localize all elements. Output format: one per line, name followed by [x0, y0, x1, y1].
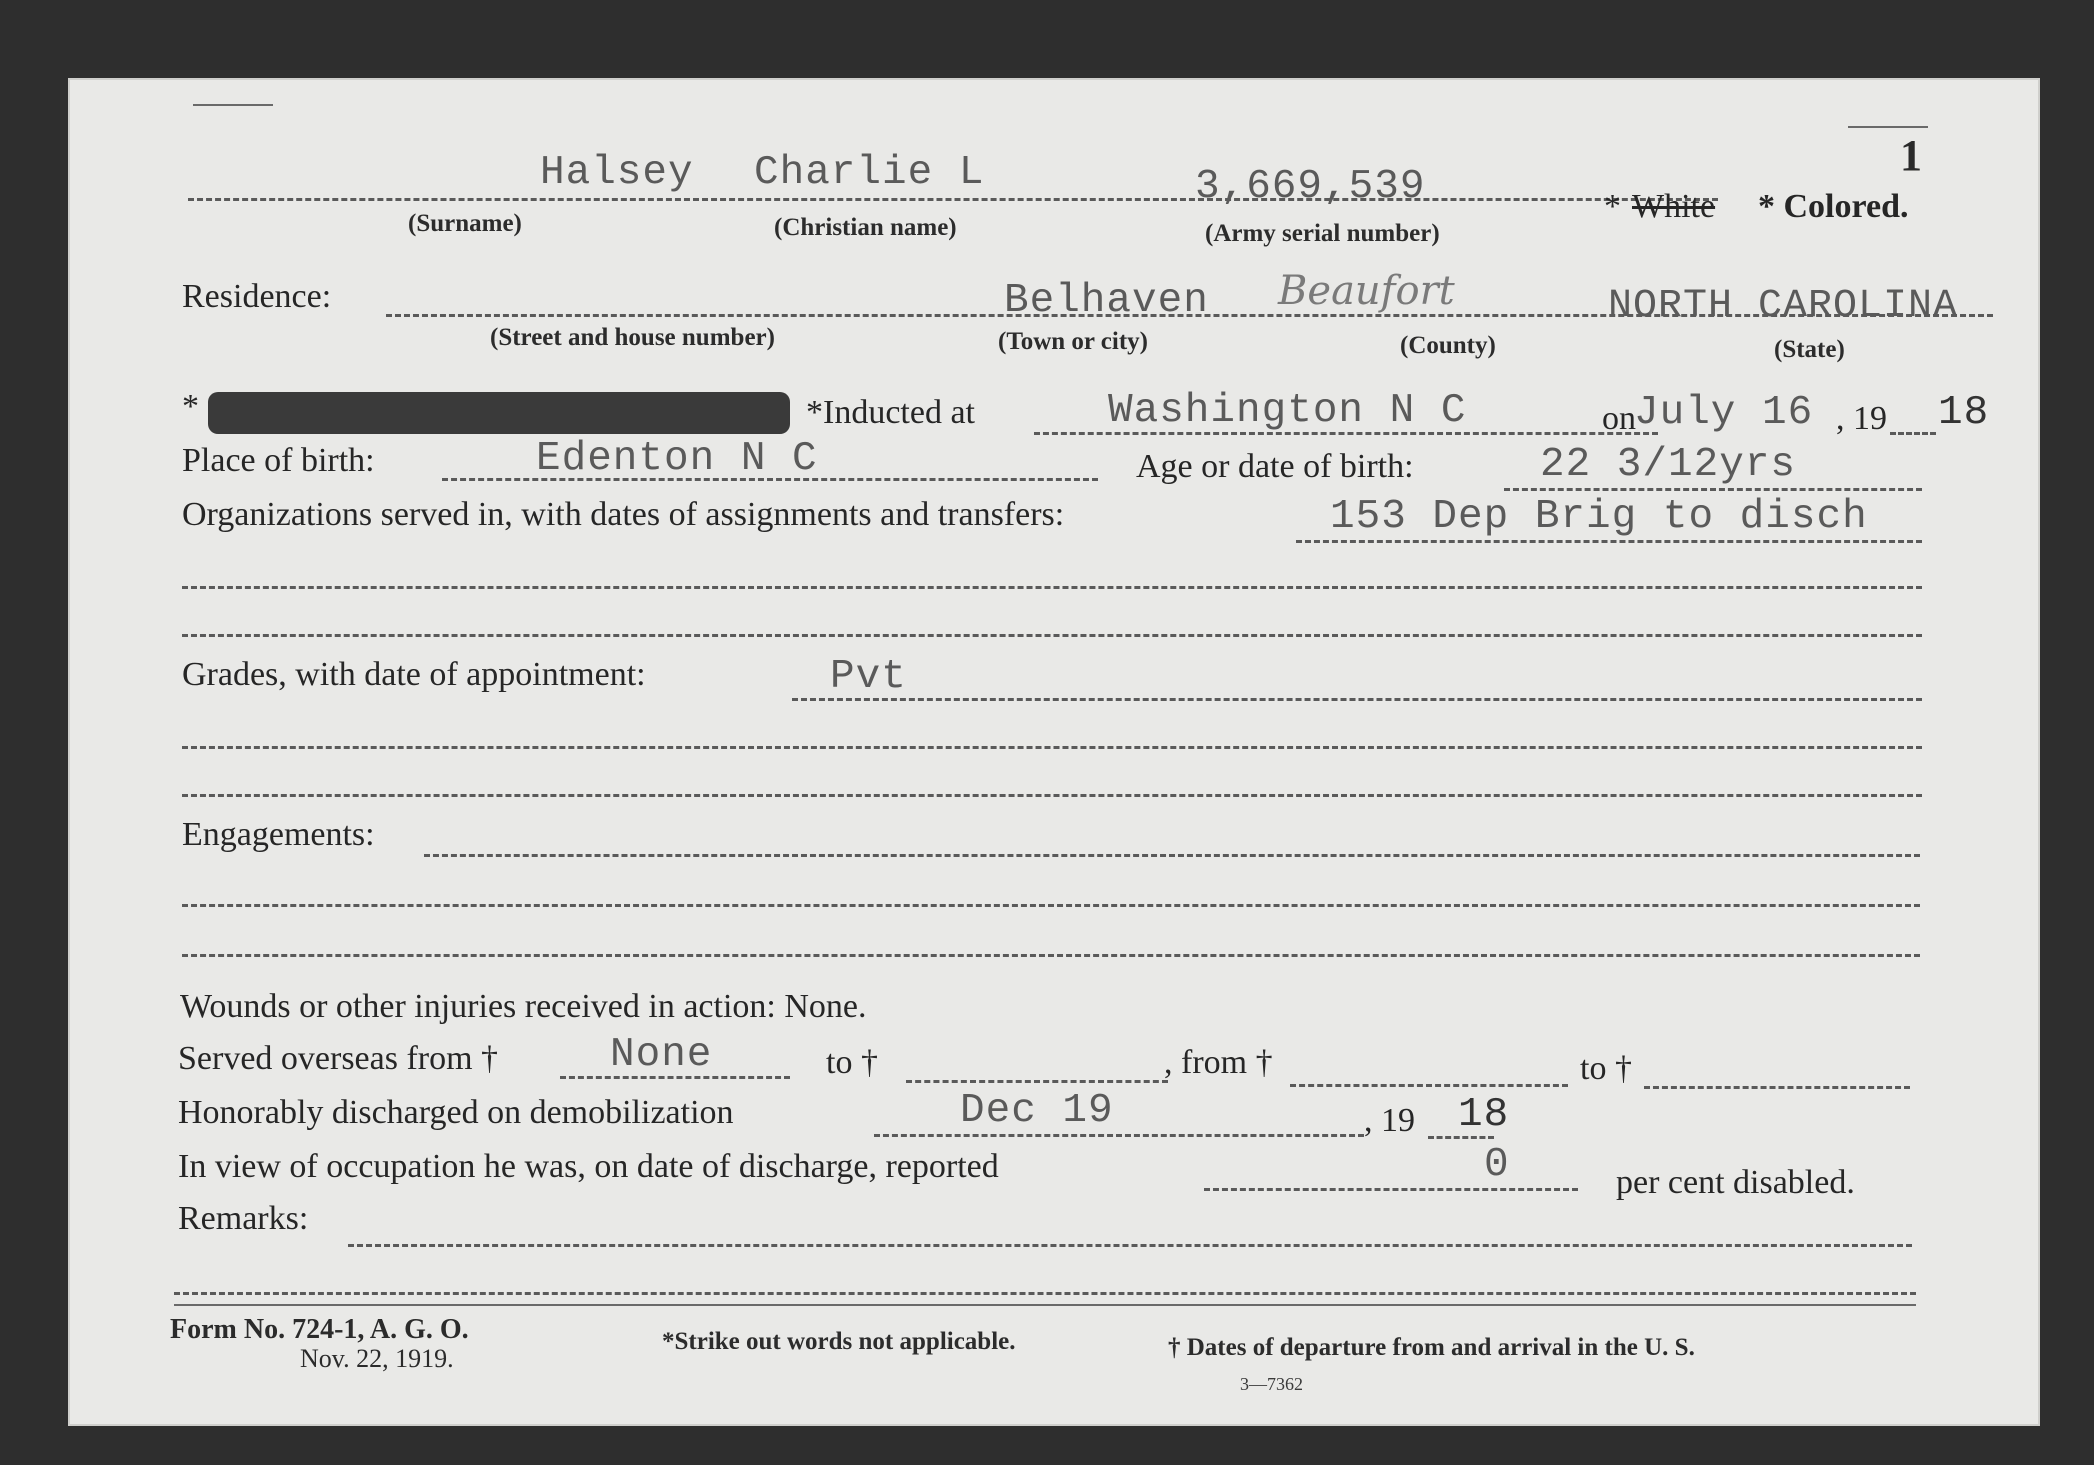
grades-value: Pvt	[830, 654, 907, 700]
to-label-2: to †	[1580, 1050, 1632, 1087]
christian-caption: (Christian name)	[774, 214, 957, 241]
top-left-rule	[193, 104, 273, 106]
town-caption: (Town or city)	[998, 328, 1148, 355]
organizations-value: 153 Dep Brig to disch	[1330, 494, 1868, 540]
induction-year-line	[1890, 432, 1936, 435]
star-prefix: *	[1604, 188, 1621, 225]
print-code: 3—7362	[1240, 1374, 1303, 1394]
discharge-year-value: 18	[1458, 1092, 1510, 1138]
discharge-label: Honorably discharged on demobilization	[178, 1094, 734, 1131]
grades-line-3	[182, 794, 1922, 797]
discharge-date-value: Dec 19	[960, 1088, 1114, 1134]
county-value: Beaufort	[1278, 268, 1455, 314]
serial-caption: (Army serial number)	[1205, 220, 1440, 247]
footer-rule	[174, 1304, 1916, 1306]
induction-year-value: 18	[1938, 390, 1990, 436]
town-value: Belhaven	[1004, 278, 1209, 324]
grades-line-2	[182, 746, 1922, 749]
redacted-enlistment-options	[208, 392, 790, 434]
overseas-to-line	[906, 1080, 1168, 1083]
disabled-percent-value: 0	[1484, 1142, 1510, 1188]
inducted-label: *Inducted at	[806, 394, 975, 431]
street-caption: (Street and house number)	[490, 324, 775, 351]
discharge-line	[874, 1134, 1364, 1137]
occupation-label: In view of occupation he was, on date of discharge, reported	[178, 1148, 999, 1185]
disabled-line	[1204, 1188, 1578, 1191]
serial-number-value: 3,669,539	[1195, 164, 1426, 210]
age-value: 22 3/12yrs	[1540, 442, 1797, 488]
on-label: on	[1602, 400, 1636, 437]
birthplace-label: Place of birth:	[182, 442, 375, 479]
state-value: NORTH CAROLINA	[1608, 284, 1959, 329]
colored-label: * Colored.	[1758, 188, 1909, 225]
engagements-label: Engagements:	[182, 816, 375, 853]
remarks-line-2	[174, 1292, 1916, 1295]
white-label: White	[1632, 188, 1716, 225]
surname-caption: (Surname)	[408, 210, 522, 237]
organizations-line-3	[182, 634, 1922, 637]
form-date: Nov. 22, 1919.	[300, 1344, 454, 1373]
surname-value: Halsey	[540, 150, 694, 196]
enlisted-star: *	[182, 388, 199, 425]
year-prefix: , 19	[1836, 400, 1887, 437]
overseas-from-value: None	[610, 1032, 713, 1078]
top-right-rule	[1848, 126, 1928, 128]
dates-note: † Dates of departure from and arrival in the U. S.	[1168, 1334, 1695, 1361]
organizations-line-2	[182, 586, 1922, 589]
from-label: , from †	[1164, 1044, 1273, 1081]
name-line	[188, 198, 1718, 201]
organizations-label: Organizations served in, with dates of assignments and transfers:	[182, 496, 1065, 533]
remarks-line	[348, 1244, 1912, 1247]
overseas-to2-line	[1644, 1086, 1910, 1089]
induction-date-value: July 16	[1634, 390, 1814, 436]
birthplace-value: Edenton N C	[536, 436, 818, 482]
remarks-label: Remarks:	[178, 1200, 309, 1237]
to-label: to †	[826, 1044, 878, 1081]
engagements-line-2	[182, 904, 1920, 907]
organizations-line	[1296, 540, 1922, 543]
state-caption: (State)	[1774, 336, 1845, 363]
inducted-at-value: Washington N C	[1108, 388, 1467, 434]
overseas-label: Served overseas from †	[178, 1040, 499, 1077]
age-line	[1504, 488, 1922, 491]
card-number: 1	[1900, 131, 1922, 180]
discharge-year-prefix: , 19	[1364, 1102, 1415, 1139]
strike-note: *Strike out words not applicable.	[662, 1328, 1016, 1355]
age-label: Age or date of birth:	[1136, 448, 1414, 485]
residence-label: Residence:	[182, 278, 332, 315]
grades-line	[792, 698, 1922, 701]
engagements-line-3	[182, 954, 1920, 957]
christian-name-value: Charlie L	[754, 150, 985, 196]
county-caption: (County)	[1400, 332, 1496, 359]
engagements-line	[424, 854, 1920, 857]
service-record-card	[68, 78, 2040, 1426]
form-number: Form No. 724-1, A. G. O.	[170, 1314, 469, 1345]
overseas-from2-line	[1290, 1084, 1568, 1087]
wounds-label: Wounds or other injuries received in action: None.	[180, 988, 867, 1025]
grades-label: Grades, with date of appointment:	[182, 656, 646, 693]
disabled-suffix: per cent disabled.	[1616, 1164, 1855, 1201]
